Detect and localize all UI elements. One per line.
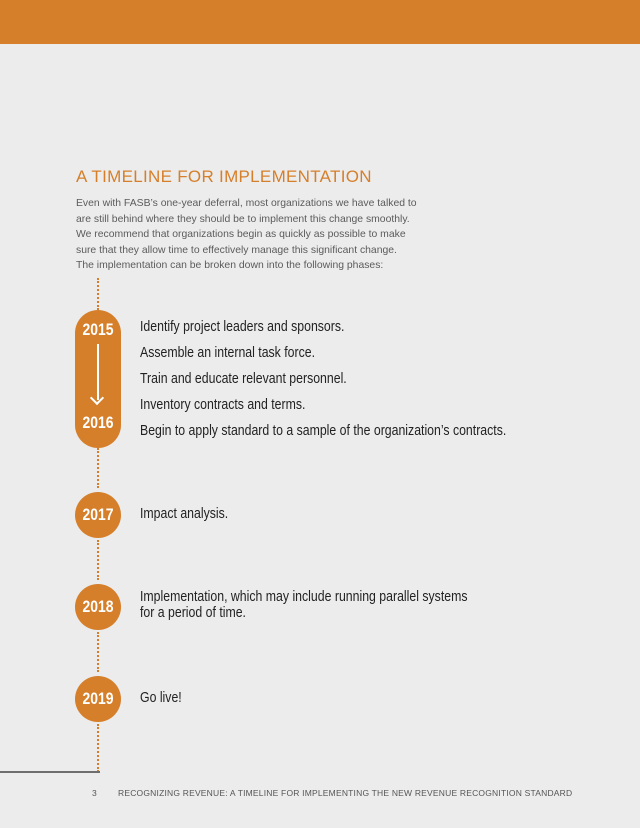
phase-item: Identify project leaders and sponsors.: [140, 318, 345, 335]
header-bar: [0, 0, 640, 44]
year-label: 2019: [82, 689, 114, 708]
phase-item: Inventory contracts and terms.: [140, 396, 306, 413]
intro-line: are still behind where they should be to implement this change smoothly.: [76, 213, 410, 225]
section-title: A TIMELINE FOR IMPLEMENTATION: [76, 167, 372, 186]
phase-item: Train and educate relevant personnel.: [140, 370, 347, 387]
phase-item: Assemble an internal task force.: [140, 344, 316, 361]
phase-item: Impact analysis.: [140, 505, 229, 522]
arrow-down-icon: [90, 391, 104, 405]
year-label: 2017: [82, 505, 114, 524]
timeline-connector: [97, 278, 99, 310]
footer-title: RECOGNIZING REVENUE: A TIMELINE FOR IMPLEMENTING THE NEW REVENUE RECOGNITION STANDARD: [118, 788, 573, 798]
footer-rule: [0, 771, 100, 773]
timeline-connector: [97, 724, 99, 772]
intro-line: sure that they allow time to effectively manage this significant change.: [76, 244, 397, 256]
year-end-label: 2016: [82, 413, 114, 432]
phase-item: Implementation, which may include running parallel systems: [140, 588, 468, 605]
year-label: 2018: [82, 597, 114, 616]
intro-paragraph: [76, 196, 436, 274]
page-number: 3: [92, 788, 97, 798]
year-range-marker: [75, 310, 121, 448]
timeline-connector: [97, 448, 99, 488]
year-start-label: 2015: [82, 320, 114, 339]
intro-line: Even with FASB’s one-year deferral, most organizations we have talked to: [76, 198, 417, 209]
intro-line: The implementation can be broken down into the following phases:: [76, 260, 384, 272]
timeline-connector: [97, 632, 99, 672]
phase-item: Go live!: [140, 689, 182, 706]
phase-item: Begin to apply standard to a sample of the organization’s contracts.: [140, 422, 507, 439]
timeline-connector: [97, 540, 99, 580]
year-marker-2019: [75, 676, 121, 722]
year-marker-2018: [75, 584, 121, 630]
phase-item: for a period of time.: [140, 604, 246, 621]
year-marker-2017: [75, 492, 121, 538]
intro-line: We recommend that organizations begin as quickly as possible to make: [76, 229, 406, 241]
